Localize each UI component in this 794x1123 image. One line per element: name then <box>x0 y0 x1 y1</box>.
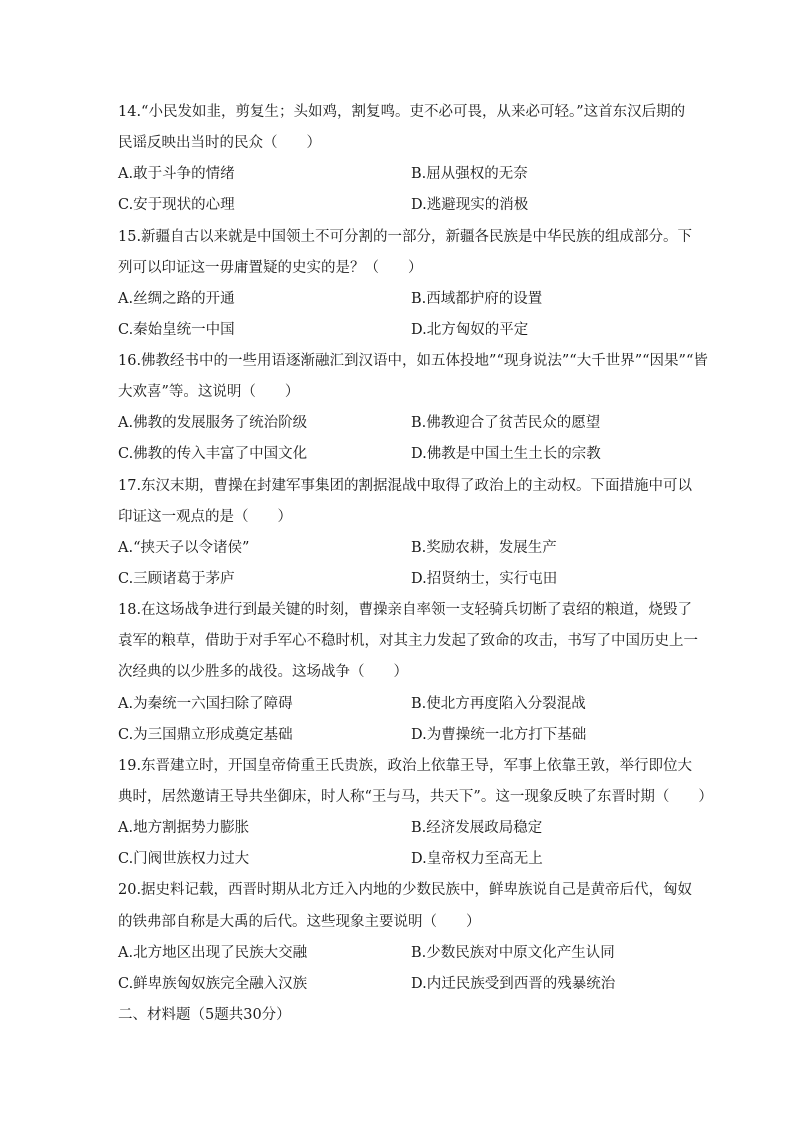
question-17-option-a: A.“挟天子以令诸侯” <box>118 540 250 556</box>
question-20-line-2: 的铁弗部自称是大禹的后代。这些现象主要说明（ ） <box>118 914 481 930</box>
question-19-line-2: 典时，居然邀请王导共坐御床，时人称“王与马，共天下”。这一现象反映了东晋时期（ ） <box>118 789 713 805</box>
question-17-option-d: D.招贤纳士，实行屯田 <box>411 571 558 587</box>
question-19-option-a: A.地方割据势力膨胀 <box>118 820 250 836</box>
question-19-option-d: D.皇帝权力至高无上 <box>411 851 543 867</box>
question-16-option-b: B.佛教迎合了贫苦民众的愿望 <box>411 415 601 431</box>
question-18-line-2: 袁军的粮草，借助于对手军心不稳时机，对其主力发起了致命的攻击，书写了中国历史上一 <box>118 633 698 649</box>
question-14-option-b: B.屈从强权的无奈 <box>411 166 528 182</box>
question-14-option-a: A.敢于斗争的情绪 <box>118 166 235 182</box>
question-16-option-c: C.佛教的传入丰富了中国文化 <box>118 446 308 462</box>
question-15-option-b: B.西域都护府的设置 <box>411 291 543 307</box>
question-18-line-3: 次经典的以少胜多的战役。这场战争（ ） <box>118 664 408 680</box>
question-16-option-d: D.佛教是中国土生土长的宗教 <box>411 446 601 462</box>
question-16-line-1: 16.佛教经书中的一些用语逐渐融汇到汉语中，如五体投地”“现身说法”“大千世界”“因果”“皆 <box>118 353 708 369</box>
question-20-option-a: A.北方地区出现了民族大交融 <box>118 945 308 961</box>
question-20-option-c: C.鲜卑族匈奴族完全融入汉族 <box>118 976 308 992</box>
question-17-option-c: C.三顾诸葛于茅庐 <box>118 571 235 587</box>
question-14-option-d: D.逃避现实的消极 <box>411 197 529 213</box>
question-14-line-1: 14.“小民发如韭，剪复生；头如鸡，割复鸣。吏不必可畏，从来必可轻。”这首东汉后期的 <box>118 104 686 120</box>
question-14-option-c: C.安于现状的心理 <box>118 197 235 213</box>
question-19-option-b: B.经济发展政局稳定 <box>411 820 543 836</box>
question-15-option-a: A.丝绸之路的开通 <box>118 291 235 307</box>
question-18-option-b: B.使北方再度陷入分裂混战 <box>411 696 586 712</box>
section-heading: 二、材料题（5题共30分） <box>118 1007 291 1023</box>
question-15-line-1: 15.新疆自古以来就是中国领土不可分割的一部分，新疆各民族是中华民族的组成部分。下 <box>118 229 693 245</box>
question-20-line-1: 20.据史料记载，西晋时期从北方迁入内地的少数民族中，鲜卑族说自己是黄帝后代，匈奴 <box>118 882 693 898</box>
question-18-option-d: D.为曹操统一北方打下基础 <box>411 727 587 743</box>
question-15-line-2: 列可以印证这一毋庸置疑的史实的是？（ ） <box>118 260 423 276</box>
question-15-option-d: D.北方匈奴的平定 <box>411 322 529 338</box>
question-19-option-c: C.门阀世族权力过大 <box>118 851 250 867</box>
question-18-option-a: A.为秦统一六国扫除了障碍 <box>118 696 293 712</box>
question-20-option-b: B.少数民族对中原文化产生认同 <box>411 945 615 961</box>
question-15-option-c: C.秦始皇统一中国 <box>118 322 235 338</box>
question-19-line-1: 19.东晋建立时，开国皇帝倚重王氏贵族，政治上依靠王导，军事上依靠王敦，举行即位大 <box>118 758 693 774</box>
question-14-line-2: 民谣反映出当时的民众（ ） <box>118 135 321 151</box>
question-16-option-a: A.佛教的发展服务了统治阶级 <box>118 415 308 431</box>
question-17-line-2: 印证这一观点的是（ ） <box>118 509 292 525</box>
question-16-line-2: 大欢喜”等。这说明（ ） <box>118 384 300 400</box>
question-20-option-d: D.内迁民族受到西晋的残暴统治 <box>411 976 616 992</box>
question-17-line-1: 17.东汉末期，曹操在封建军事集团的割据混战中取得了政治上的主动权。下面措施中可以 <box>118 478 693 494</box>
question-18-option-c: C.为三国鼎立形成奠定基础 <box>118 727 293 743</box>
question-18-line-1: 18.在这场战争进行到最关键的时刻，曹操亲自率领一支轻骑兵切断了袁绍的粮道，烧毁了 <box>118 602 693 618</box>
question-17-option-b: B.奖励农耕，发展生产 <box>411 540 557 556</box>
